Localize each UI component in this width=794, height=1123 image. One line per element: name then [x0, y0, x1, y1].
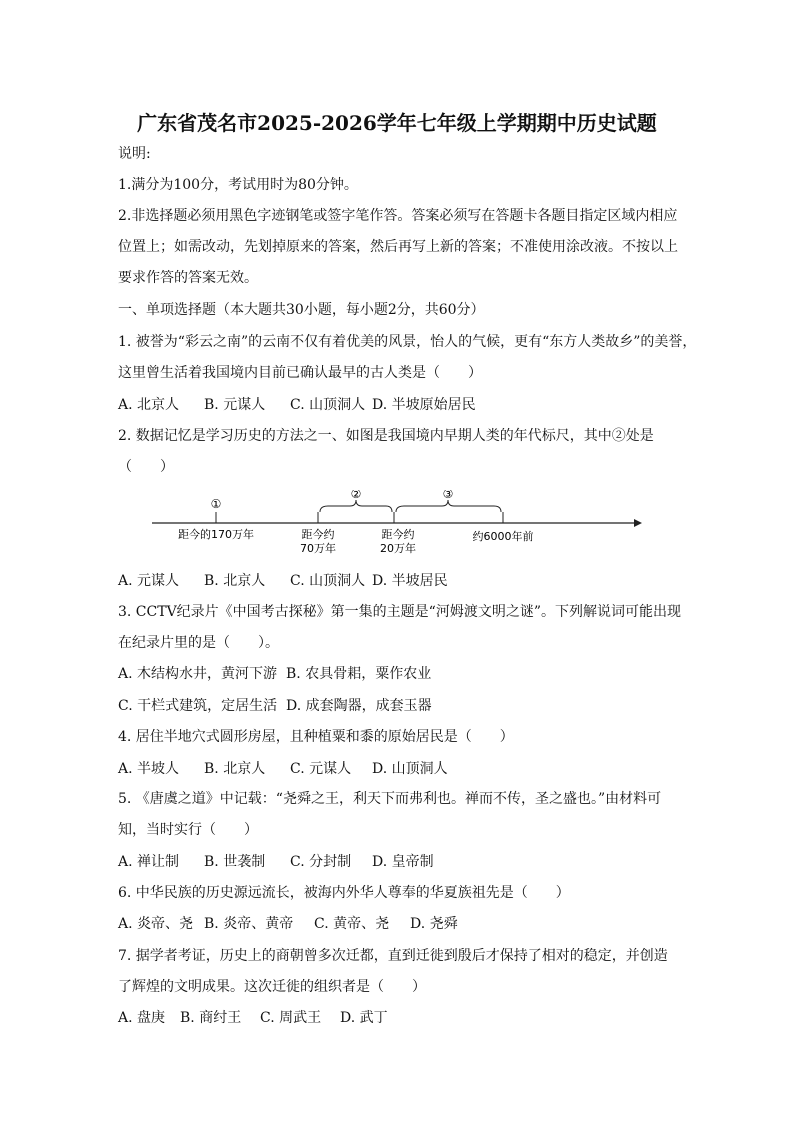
marker-3: ③: [442, 490, 454, 501]
option-b[interactable]: B. 商纣王: [180, 1010, 242, 1026]
question-1-line-1: 1. 被誉为“彩云之南”的云南不仅有着优美的风景，怡人的气候，更有“东方人类故乡”的美誉，: [118, 334, 697, 350]
label-20-a: 距今约: [381, 528, 415, 541]
option-d[interactable]: D. 成套陶器，成套玉器: [286, 698, 432, 714]
question-4-options: [118, 760, 448, 778]
option-a[interactable]: A. 禅让制: [118, 854, 180, 870]
option-c[interactable]: C. 干栏式建筑，定居生活: [118, 698, 278, 714]
option-c[interactable]: C. 黄帝、尧: [314, 916, 390, 932]
instruction-2-line-2: 位置上；如需改动，先划掉原来的答案，然后再写上新的答案；不准使用涂改液。不按以上: [118, 239, 678, 255]
question-2-line-1: 2. 数据记忆是学习历史的方法之一、如图是我国境内早期人类的年代标尺，其中②处是: [118, 428, 654, 444]
question-3-line-1: 3. CCTV纪录片《中国考古探秘》第一集的主题是“河姆渡文明之谜”。下列解说词可能出现: [118, 604, 681, 620]
question-6-line-1: 6. 中华民族的历史源远流长，被海内外华人尊奉的华夏族祖先是（ ）: [118, 885, 570, 901]
option-b[interactable]: B. 元谋人: [204, 397, 266, 413]
question-1-options: [118, 396, 476, 414]
option-c[interactable]: C. 山顶洞人: [290, 397, 366, 413]
option-a[interactable]: A. 炎帝、尧: [118, 916, 194, 932]
question-4-line-1: 4. 居住半地穴式圆形房屋，且种植粟和黍的原始居民是（ ）: [118, 729, 514, 745]
question-1-line-2: 这里曾生活着我国境内目前已确认最早的古人类是（ ）: [118, 365, 482, 381]
option-d[interactable]: D. 皇帝制: [372, 854, 434, 870]
question-5-options: [118, 853, 434, 871]
option-c[interactable]: C. 元谋人: [290, 761, 352, 777]
label-170: 距今的170万年: [178, 528, 254, 541]
option-a[interactable]: A. 木结构水井，黄河下游: [118, 666, 278, 682]
page-title: 广东省茂名市2025-2026学年七年级上学期期中历史试题: [137, 111, 657, 135]
option-a[interactable]: A. 北京人: [118, 397, 180, 413]
option-d[interactable]: D. 武丁: [340, 1010, 388, 1026]
option-a[interactable]: A. 盘庚: [118, 1010, 166, 1026]
label-6000: 约6000年前: [472, 530, 534, 543]
section-heading: 一、单项选择题（本大题共30小题，每小题2分，共60分）: [118, 302, 485, 318]
marker-1: ①: [210, 497, 222, 511]
instruction-2-line-3: 要求作答的答案无效。: [118, 270, 258, 286]
question-2-options: [118, 572, 448, 590]
option-b[interactable]: B. 北京人: [204, 573, 266, 589]
label-70-b: 70万年: [300, 542, 336, 555]
option-d[interactable]: D. 山顶洞人: [372, 761, 448, 777]
option-a[interactable]: A. 元谋人: [118, 573, 180, 589]
question-3-line-2: 在纪录片里的是（ ）。: [118, 635, 279, 651]
option-d[interactable]: D. 尧舜: [410, 916, 458, 932]
instruction-1: 1.满分为100分，考试用时为80分钟。: [118, 177, 358, 193]
instructions-heading: 说明:: [118, 146, 151, 162]
question-6-options: [118, 915, 458, 933]
question-7-options: [118, 1009, 388, 1027]
option-d[interactable]: D. 半坡居民: [372, 573, 448, 589]
label-70-a: 距今约: [301, 528, 335, 541]
timeline-arrow: [634, 519, 642, 527]
question-5-line-1: 5. 《唐虞之道》中记载：“尧舜之王，利天下而弗利也。禅而不传，圣之盛也。”由材料可: [118, 791, 662, 807]
question-7-line-2: 了辉煌的文明成果。这次迁徙的组织者是（ ）: [118, 979, 426, 995]
label-20-b: 20万年: [380, 542, 416, 555]
option-c[interactable]: C. 周武王: [260, 1010, 322, 1026]
question-2-line-2: （ ）: [118, 459, 174, 475]
option-b[interactable]: B. 农具骨耜，粟作农业: [286, 666, 432, 682]
option-d[interactable]: D. 半坡原始居民: [372, 397, 476, 413]
option-c[interactable]: C. 山顶洞人: [290, 573, 366, 589]
brace-3: [396, 500, 501, 512]
option-a[interactable]: A. 半坡人: [118, 761, 180, 777]
marker-2: ②: [350, 490, 362, 501]
timeline-figure: [148, 490, 668, 560]
option-b[interactable]: B. 炎帝、黄帝: [204, 916, 294, 932]
question-5-line-2: 知，当时实行（ ）: [118, 822, 258, 838]
brace-2: [320, 500, 392, 512]
option-b[interactable]: B. 世袭制: [204, 854, 266, 870]
option-c[interactable]: C. 分封制: [290, 854, 352, 870]
question-3-options-row-1: [118, 665, 431, 683]
question-7-line-1: 7. 据学者考证，历史上的商朝曾多次迁都，直到迁徙到殷后才保持了相对的稳定，并创造: [118, 948, 668, 964]
instruction-2-line-1: 2.非选择题必须用黑色字迹钢笔或签字笔作答。答案必须写在答题卡各题目指定区域内相应: [118, 208, 678, 224]
question-3-options-row-2: [118, 697, 432, 715]
option-b[interactable]: B. 北京人: [204, 761, 266, 777]
